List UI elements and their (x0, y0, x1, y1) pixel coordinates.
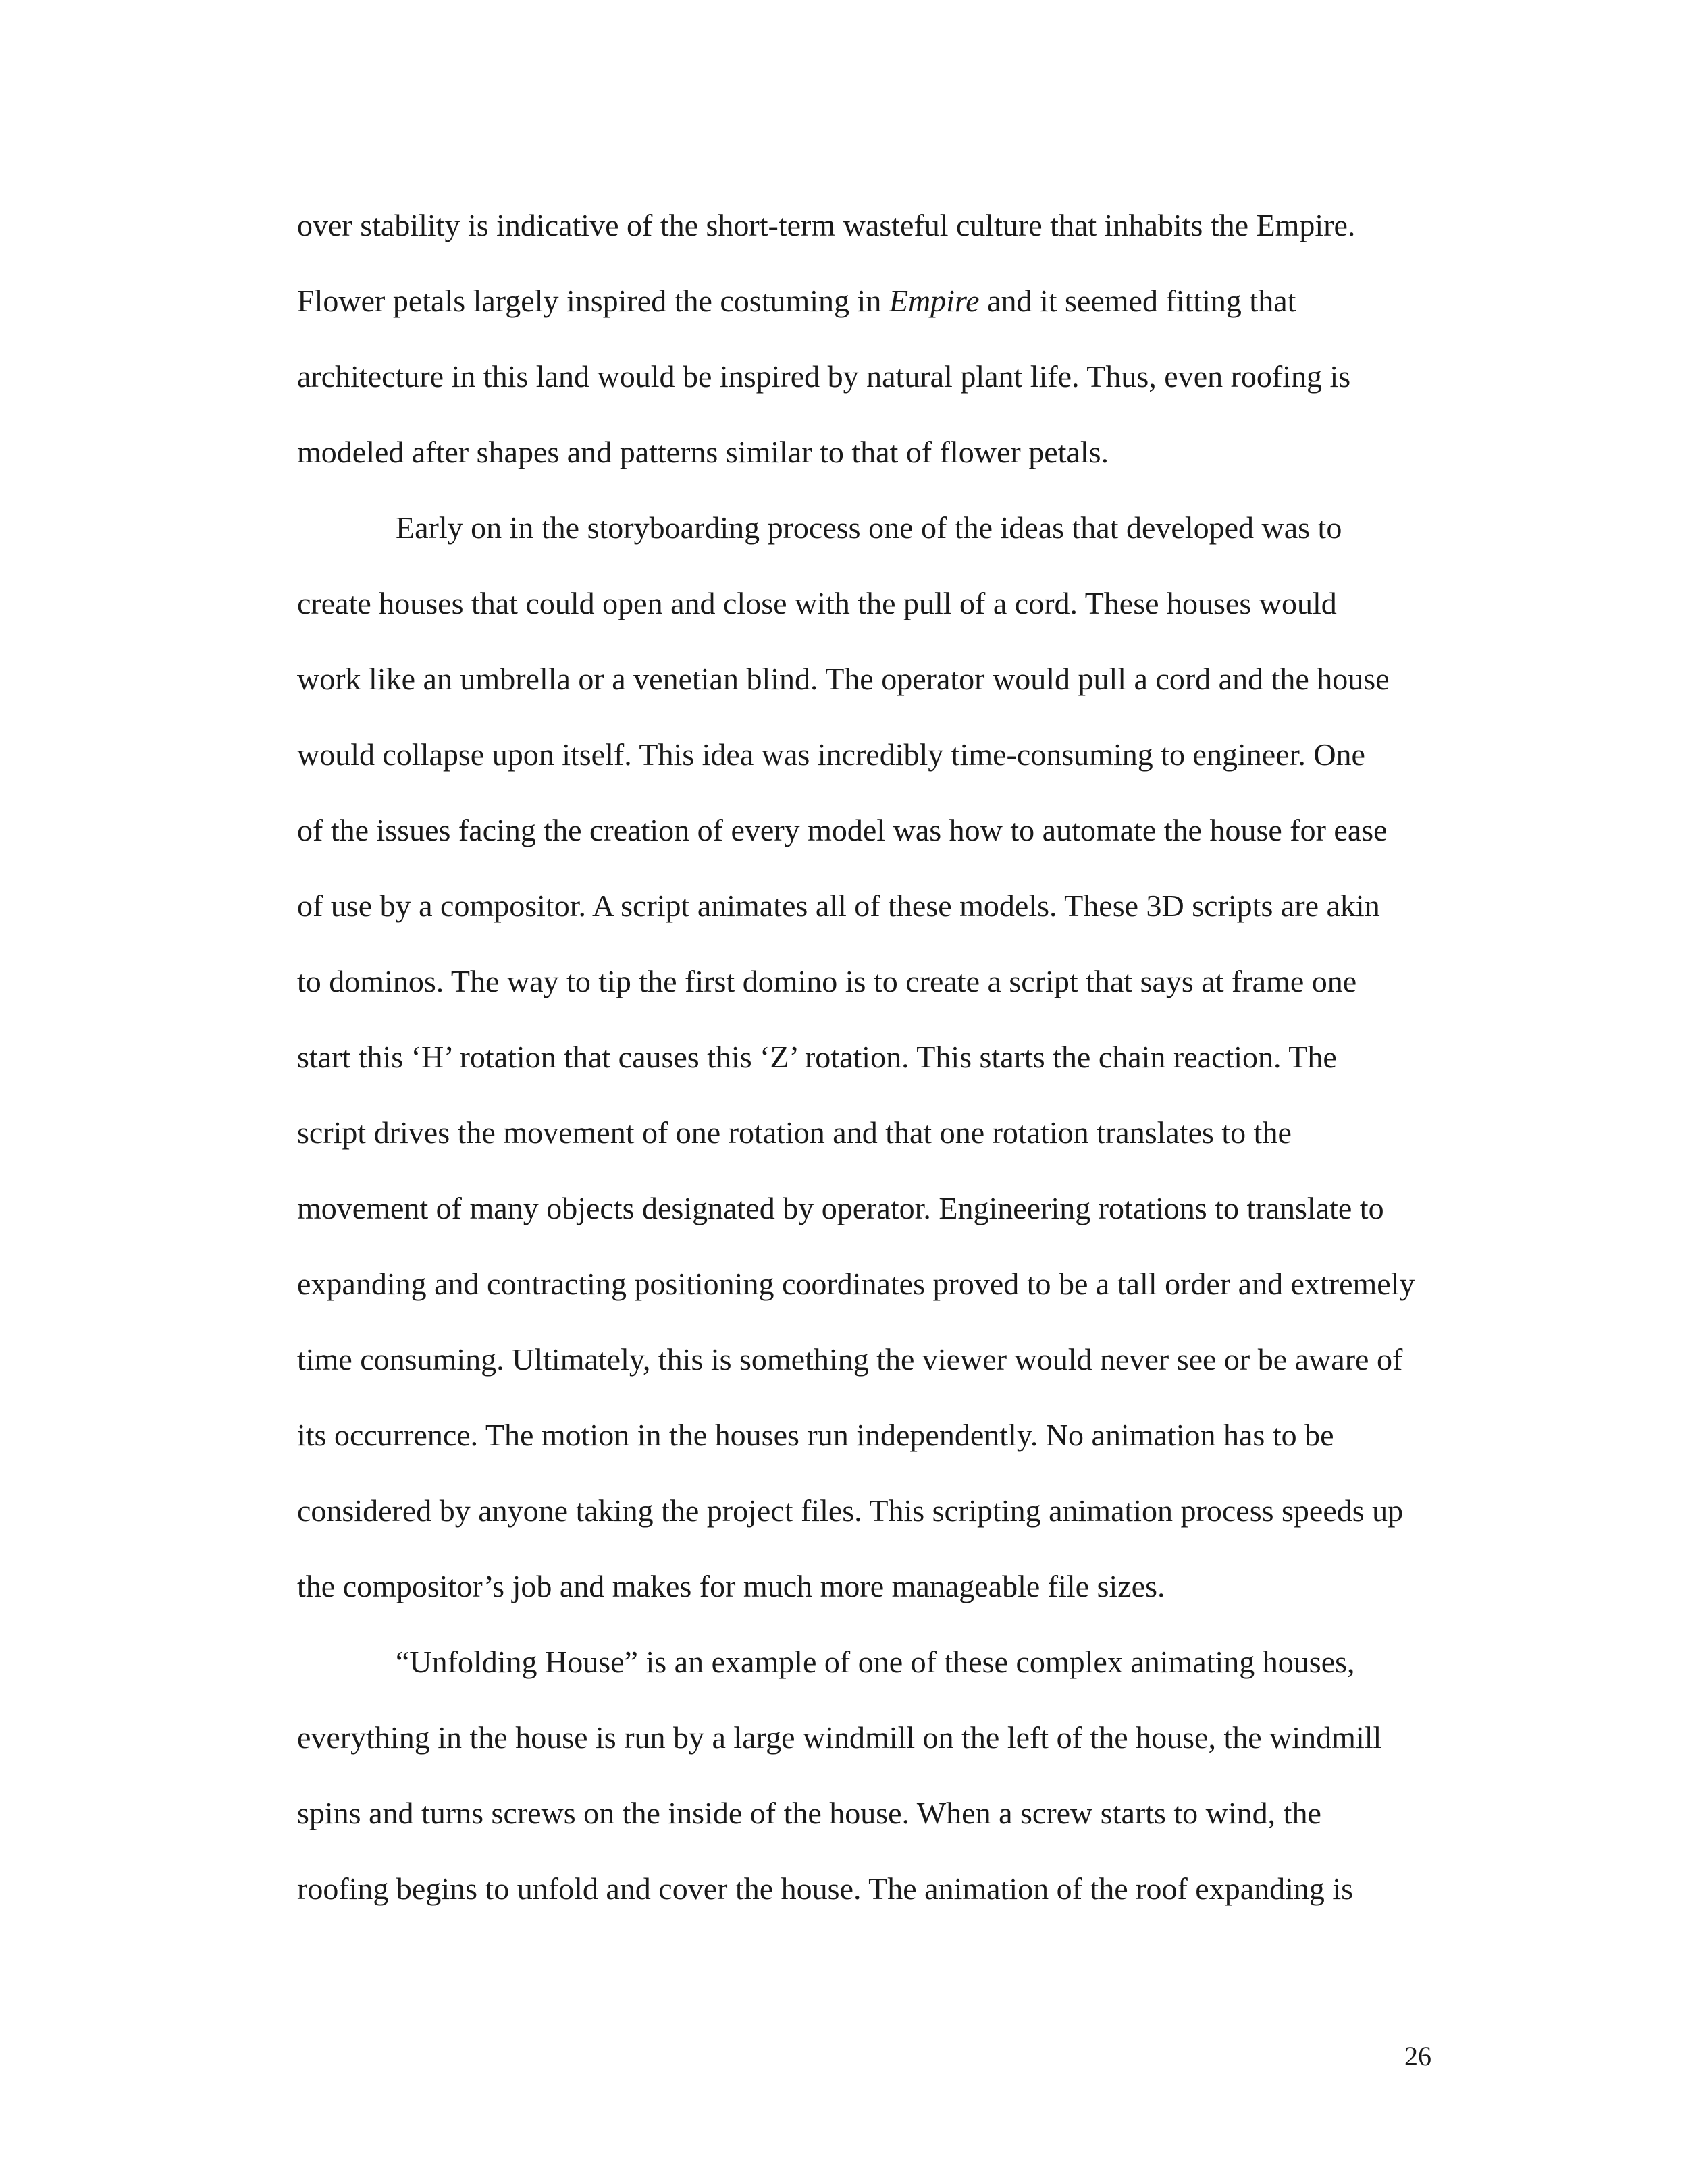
text-segment: “Unfolding House” is an example of one of these complex animating houses, (396, 1645, 1355, 1679)
text-segment: of the issues facing the creation of every model was how to automate the house for ease (297, 813, 1388, 847)
text-line (297, 415, 1506, 490)
text-line (297, 641, 1506, 717)
text-segment: would collapse upon itself. This idea was incredibly time-consuming to engineer. One (297, 737, 1365, 772)
text-line (297, 1322, 1506, 1397)
text-line (297, 566, 1506, 641)
text-segment: script drives the movement of one rotation and that one rotation translates to the (297, 1115, 1292, 1150)
text-segment: of use by a compositor. A script animates all of these models. These 3D scripts are akin (297, 888, 1380, 923)
text-line (297, 868, 1506, 944)
text-segment: modeled after shapes and patterns similar to that of flower petals. (297, 435, 1109, 469)
text-line (297, 1624, 1506, 1700)
text-segment: movement of many objects designated by operator. Engineering rotations to translate to (297, 1191, 1384, 1225)
text-segment: expanding and contracting positioning coordinates proved to be a tall order and extremely (297, 1267, 1415, 1301)
text-segment: Early on in the storyboarding process one of the ideas that developed was to (396, 510, 1342, 545)
text-segment: everything in the house is run by a large windmill on the left of the house, the windmill (297, 1720, 1382, 1755)
text-line (297, 1397, 1506, 1473)
text-segment: over stability is indicative of the short-term wasteful culture that inhabits the Empire. (297, 208, 1356, 242)
text-line (297, 490, 1506, 566)
text-segment: to dominos. The way to tip the first domino is to create a script that says at frame one (297, 964, 1357, 998)
text-segment: work like an umbrella or a venetian blind. The operator would pull a cord and the house (297, 662, 1390, 696)
text-line (297, 1019, 1506, 1095)
text-segment: spins and turns screws on the inside of the house. When a screw starts to wind, the (297, 1796, 1321, 1830)
text-segment: Flower petals largely inspired the costuming in (297, 284, 889, 318)
text-segment: create houses that could open and close with the pull of a cord. These houses would (297, 586, 1337, 620)
text-line (297, 1246, 1506, 1322)
text-line (297, 1851, 1506, 1927)
italic-title: Empire (889, 284, 980, 318)
text-line (297, 793, 1506, 868)
text-line (297, 1549, 1506, 1624)
text-segment: start this ‘H’ rotation that causes this ‘Z’ rotation. This starts the chain reaction. The (297, 1040, 1337, 1074)
text-segment: roofing begins to unfold and cover the house. The animation of the roof expanding is (297, 1871, 1354, 1906)
text-line (297, 1171, 1506, 1246)
text-line (297, 1095, 1506, 1171)
text-segment: and it seemed fitting that (979, 284, 1296, 318)
text-line (297, 1473, 1506, 1549)
text-line (297, 717, 1506, 793)
text-line (297, 188, 1506, 263)
text-line (297, 1700, 1506, 1776)
text-line (297, 1776, 1506, 1851)
text-line (297, 263, 1506, 339)
text-line (297, 944, 1506, 1019)
text-segment: architecture in this land would be inspired by natural plant life. Thus, even roofing is (297, 359, 1351, 394)
text-segment: time consuming. Ultimately, this is something the viewer would never see or be aware of (297, 1342, 1403, 1377)
text-segment: considered by anyone taking the project files. This scripting animation process speeds up (297, 1493, 1404, 1528)
text-segment: the compositor’s job and makes for much more manageable file sizes. (297, 1569, 1165, 1603)
page-number: 26 (1404, 2041, 1431, 2071)
text-line (297, 339, 1506, 415)
text-segment: its occurrence. The motion in the houses run independently. No animation has to be (297, 1418, 1334, 1452)
body-text (297, 188, 1506, 1927)
